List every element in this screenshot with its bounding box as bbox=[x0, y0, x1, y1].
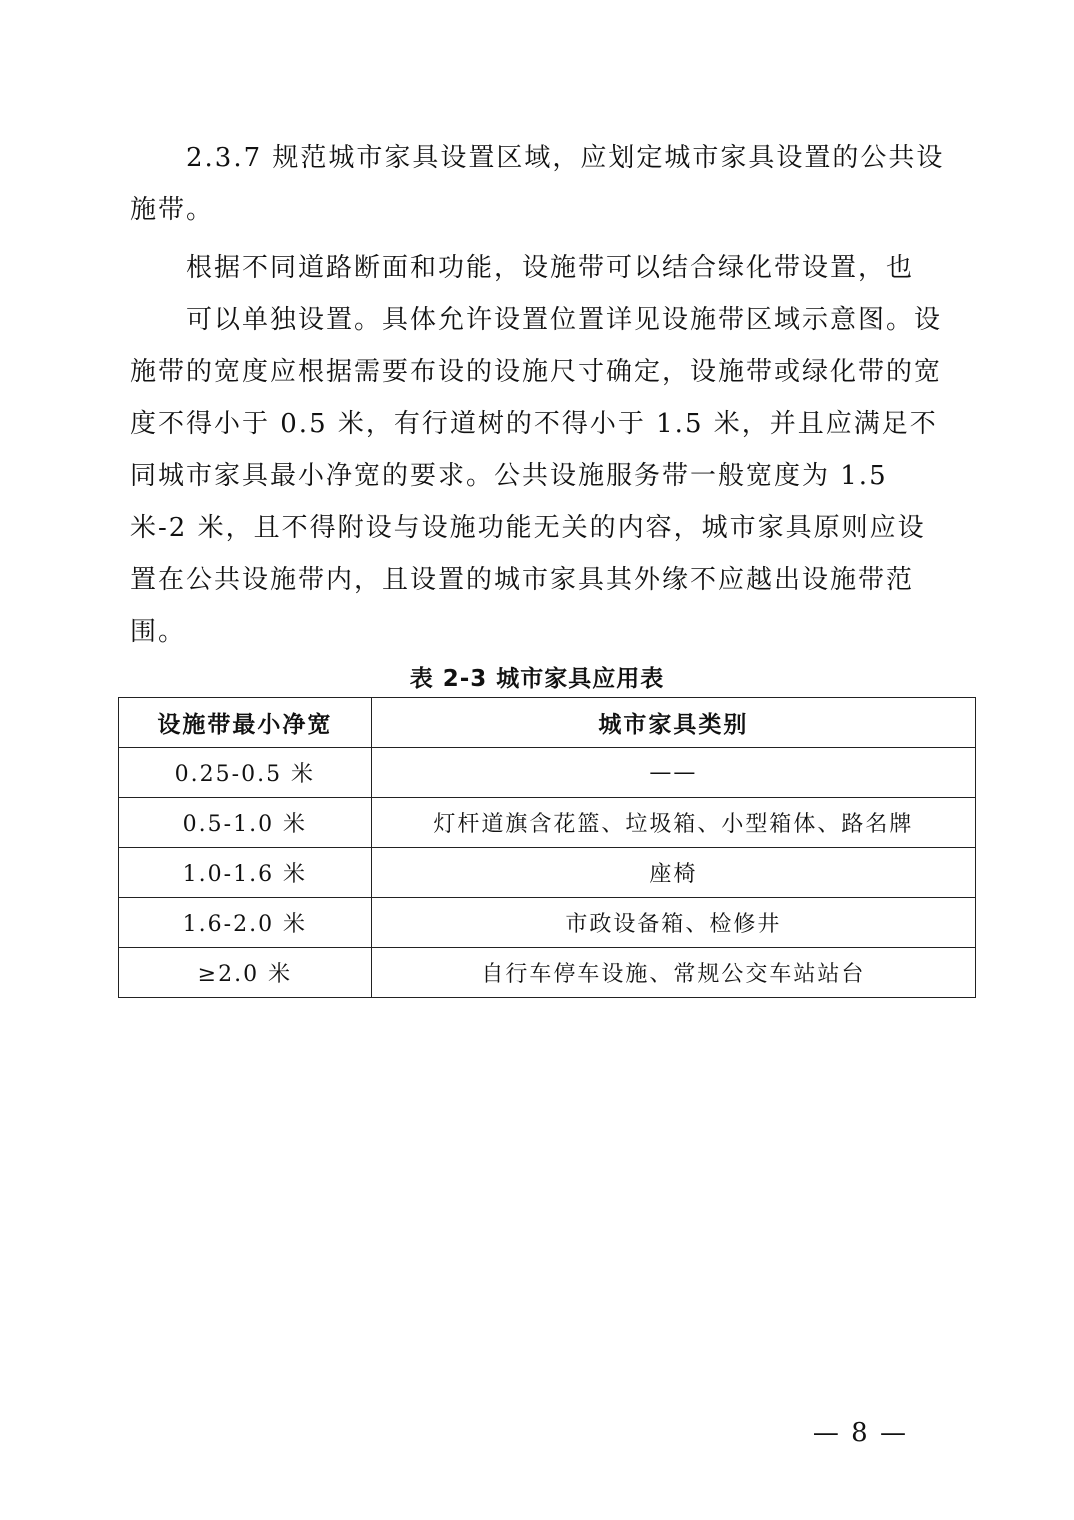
cell-category: 座椅 bbox=[371, 848, 975, 898]
cell-width: 0.25-0.5 米 bbox=[119, 748, 372, 798]
cell-width: 1.0-1.6 米 bbox=[119, 848, 372, 898]
cell-width: 0.5-1.0 米 bbox=[119, 798, 372, 848]
cell-category: 市政设备箱、检修井 bbox=[371, 898, 975, 948]
page-number: — 8 — bbox=[812, 1418, 908, 1448]
table-row bbox=[119, 748, 976, 798]
cell-category: 自行车停车设施、常规公交车站站台 bbox=[371, 948, 975, 998]
paragraph-setting-methods: 根据不同道路断面和功能，设施带可以结合绿化带设置，也 bbox=[186, 253, 915, 283]
header-min-width: 设施带最小净宽 bbox=[119, 698, 372, 748]
cell-width: ≥2.0 米 bbox=[119, 948, 372, 998]
document-body bbox=[130, 132, 946, 658]
header-furniture-category: 城市家具类别 bbox=[371, 698, 975, 748]
table-row bbox=[119, 948, 976, 998]
paragraph-width-requirements: 可以单独设置。具体允许设置位置详见设施带区域示意图。设施带的宽度应根据需要布设的设施尺寸确定，设施带或绿化带的宽度不得小于 0.5 米，有行道树的不得小于 1.5 米，并且应满足不同城市家具最小净宽的要求。公共设施服务带一般宽度为 1.5 米-2 米，且不得附设与设施功能无关的内容，城市家具原则应设置在公共设施带内，且设置的城市家具其外缘不应越出设施带范围。 bbox=[130, 305, 943, 647]
cell-category: 灯杆道旗含花篮、垃圾箱、小型箱体、路名牌 bbox=[371, 798, 975, 848]
table-row bbox=[119, 898, 976, 948]
cell-width: 1.6-2.0 米 bbox=[119, 898, 372, 948]
table-caption: 表 2-3 城市家具应用表 bbox=[409, 666, 665, 692]
furniture-application-table bbox=[118, 697, 976, 998]
cell-category: —— bbox=[371, 748, 975, 798]
table-header-row bbox=[119, 698, 976, 748]
table-row bbox=[119, 798, 976, 848]
paragraph-section-2-3-7: 2.3.7 规范城市家具设置区域，应划定城市家具设置的公共设施带。 bbox=[130, 143, 945, 225]
table-row bbox=[119, 848, 976, 898]
